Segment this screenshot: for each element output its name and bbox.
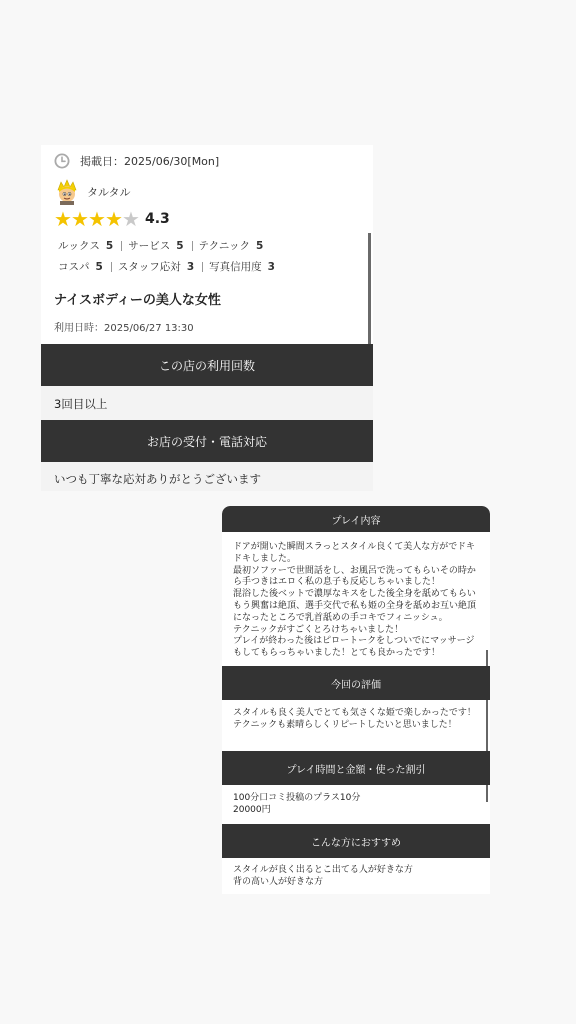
evaluation-heading: 今回の評価 [222, 666, 490, 700]
score-cost-performance: コスパ 5 [58, 260, 103, 273]
reception-text: いつも丁寧な応対ありがとうございます [54, 472, 261, 486]
avatar[interactable] [55, 179, 79, 205]
score-technique: テクニック 5 [198, 239, 264, 252]
star-icon: ★ [54, 207, 72, 231]
review-details-card [222, 506, 490, 894]
clock-icon [54, 153, 70, 169]
divider [202, 262, 203, 272]
star-icon: ★ [71, 207, 89, 231]
post-date-row [54, 152, 219, 170]
score-looks: ルックス 5 [58, 239, 114, 252]
sub-scores-row-1 [58, 238, 263, 253]
play-content-heading: プレイ内容 [222, 506, 490, 532]
divider [192, 241, 193, 251]
score-service: サービス 5 [128, 239, 184, 252]
star-rating [54, 209, 139, 229]
recommend-heading: こんな方におすすめ [222, 824, 490, 858]
rating [54, 209, 170, 229]
star-icon: ★ [105, 207, 123, 231]
price-text: 100分口コミ投稿のプラス10分 20000円 [233, 793, 361, 815]
evaluation-text: スタイルも良く美人でとても気さくな姫で楽しかったです！ テクニックも素晴らしくリピートしたいと思いました！ [233, 708, 476, 730]
use-date: 利用日時：2025/06/27 13:30 [54, 323, 194, 334]
post-date: 掲載日：2025/06/30[Mon] [80, 155, 220, 168]
rating-value: 4.3 [145, 211, 170, 227]
author-name[interactable]: タルタル [87, 186, 131, 199]
score-staff: スタッフ応対 3 [117, 260, 195, 273]
divider [111, 262, 112, 272]
play-content-text: ドアが開いた瞬間スラっとスタイル良くて美人な方がでドキドキしました。 最初ソファーで世間話をし、お風呂で洗ってもらいその時から手つきはエロく私の息子も反応しちゃいました！ 混浴した後ベットで濃厚なキスをした後全身を舐めてもらいもう興奮は絶頂、選手交代で私も姫の全身を舐めお互い絶頂になったところで乳首舐めの手コキでフィニッシュ。 テクニックがすごくとろけちゃいました！ プレイが終わった後はピロートークをしついでにマッサージもしてもらっちゃいました！とても良かったです！ [233, 542, 477, 659]
star-icon: ★ [88, 207, 106, 231]
review-title: ナイスボディーの美人な女性 [54, 293, 221, 308]
price-heading: プレイ時間と金額・使った割引 [222, 751, 490, 785]
usage-count-heading: この店の利用回数 [41, 344, 373, 386]
author-row [55, 179, 131, 205]
recommend-text: スタイルが良く出るとこ出てる人が好きな方 背の高い人が好きな方 [233, 865, 413, 887]
star-empty-icon: ★ [122, 207, 140, 231]
score-photo-trust: 写真信用度 3 [209, 260, 275, 273]
review-card [41, 145, 373, 491]
sub-scores-row-2 [58, 259, 275, 274]
reception-heading: お店の受付・電話対応 [41, 420, 373, 462]
divider [121, 241, 122, 251]
usage-count-text: 3回目以上 [54, 397, 108, 411]
